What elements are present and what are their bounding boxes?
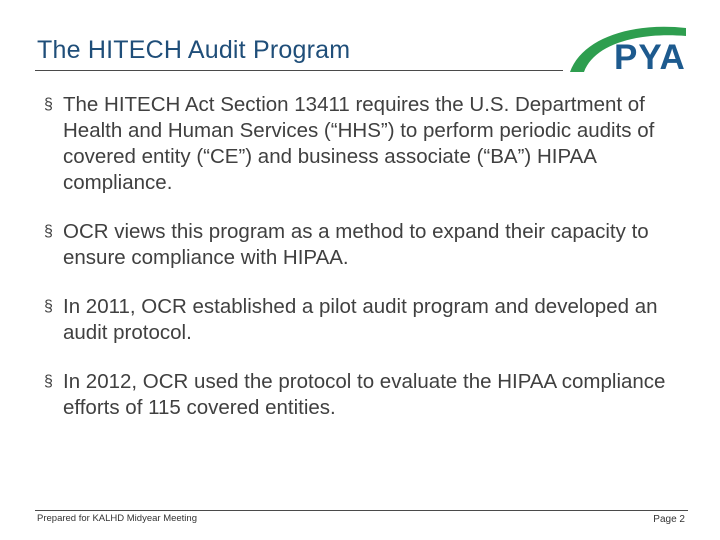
slide-title: The HITECH Audit Program — [37, 36, 351, 64]
title-divider — [35, 70, 563, 71]
bullet-item — [44, 92, 684, 196]
bullet-marker-icon: § — [44, 298, 53, 315]
bullet-marker-icon: § — [44, 373, 53, 390]
bullet-item — [44, 294, 684, 346]
bullet-text: The HITECH Act Section 13411 requires the U.S. Department of Health and Human Services (“HHS”) to perform periodic audits of covered entity (“CE”) and business associate (“BA”) HIPAA compliance. — [63, 93, 655, 194]
logo-text: PYA — [614, 38, 686, 77]
bullet-marker-icon: § — [44, 223, 53, 240]
bullet-text: In 2011, OCR established a pilot audit program and developed an audit protocol. — [63, 295, 658, 344]
bullet-text: In 2012, OCR used the protocol to evaluate the HIPAA compliance efforts of 115 covered entities. — [63, 370, 666, 419]
bullet-item — [44, 369, 684, 421]
page-number: Page 2 — [653, 514, 685, 525]
bullet-text: OCR views this program as a method to expand their capacity to ensure compliance with HIPAA. — [63, 220, 649, 269]
bullet-list — [44, 92, 684, 444]
footer-note: Prepared for KALHD Midyear Meeting — [37, 513, 197, 524]
footer-divider — [35, 510, 688, 511]
bullet-marker-icon: § — [44, 96, 53, 113]
bullet-item — [44, 219, 684, 271]
